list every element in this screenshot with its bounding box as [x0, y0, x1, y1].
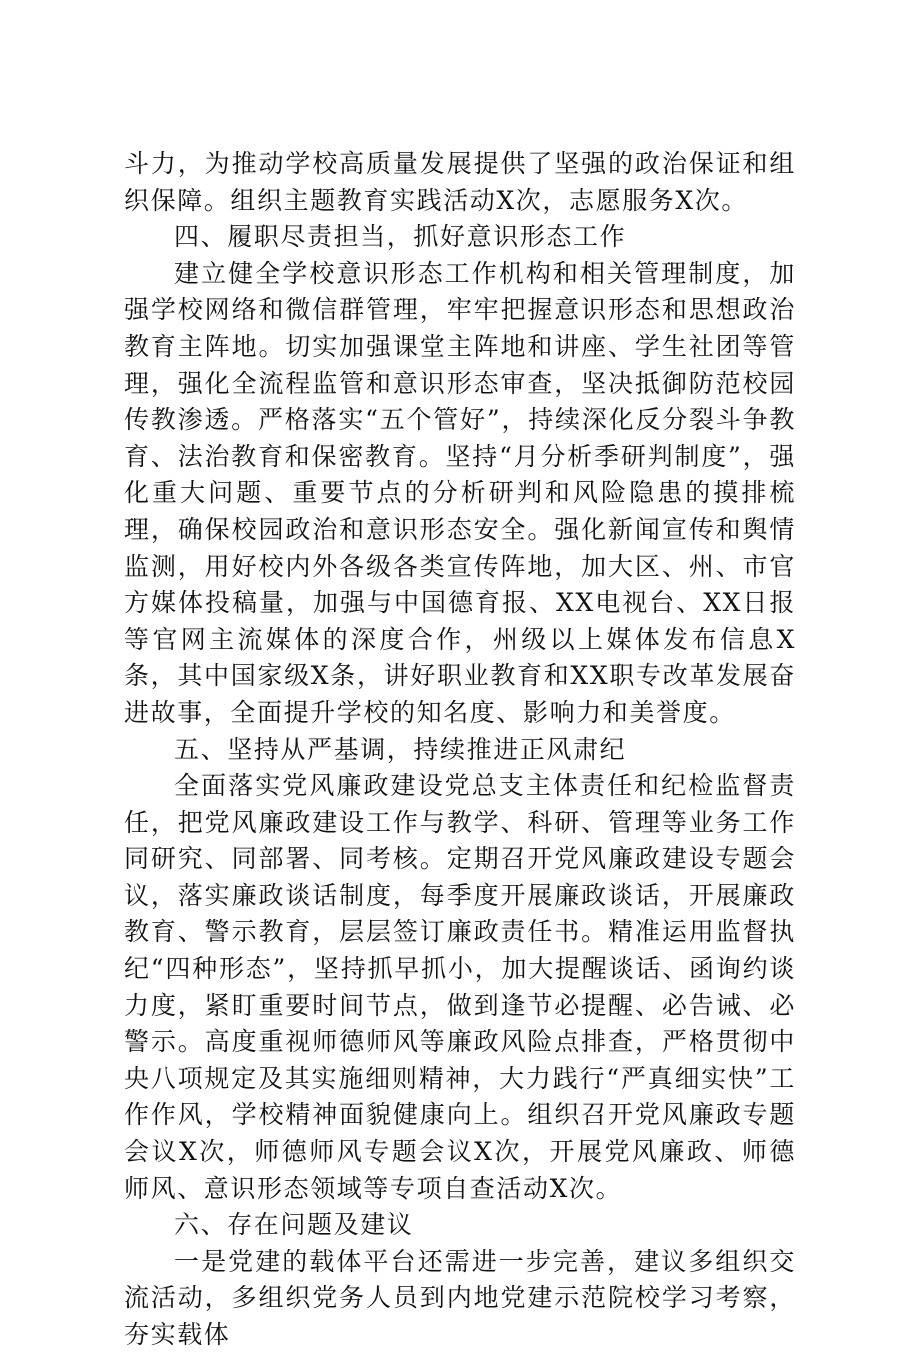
paragraph-problems: 一是党建的载体平台还需进一步完善，建议多组织交流活动，多组织党务人员到内地党建示范院校学习考察，夯实载体: [124, 1246, 796, 1349]
paragraph-discipline-work: 全面落实党风廉政建设党总支主体责任和纪检监督责任，把党风廉政建设工作与教学、科研、管理等业务工作同研究、同部署、同考核。定期召开党风廉政建设专题会议，落实廉政谈话制度，每季度开展廉政谈话，开展廉政教育、警示教育，层层签订廉政责任书。精准运用监督执纪“四种形态”，坚持抓早抓小，加大提醒谈话、函询约谈力度，紧盯重要时间节点，做到逢节必提醒、必告诫、必警示。高度重视师德师风等廉政风险点排查，严格贯彻中央八项规定及其实施细则精神，大力践行“严真细实快”工作作风，学校精神面貌健康向上。组织召开党风廉政专题会议X次，师德师风专题会议X次，开展党风廉政、师德师风、意识形态领域等专项自查活动X次。: [124, 771, 796, 1203]
section-heading-discipline: 五、坚持从严基调，持续推进正风肃纪: [174, 734, 627, 764]
document-page: [124, 146, 796, 1354]
section-heading-problems: 六、存在问题及建议: [174, 1210, 414, 1240]
section-heading-ideology: 四、履职尽责担当，抓好意识形态工作: [174, 222, 627, 252]
paragraph-ideology-work: 建立健全学校意识形态工作机构和相关管理制度，加强学校网络和微信群管理，牢牢把握意识形态和思想政治教育主阵地。切实加强课堂主阵地和讲座、学生社团等管理，强化全流程监管和意识形态审查，坚决抵御防范校园传教渗透。严格落实“五个管好”，持续深化反分裂斗争教育、法治教育和保密教育。坚持“月分析季研判制度”，强化重大问题、重要节点的分析研判和风险隐患的摸排梳理，确保校园政治和意识形态安全。强化新闻宣传和舆情监测，用好校内外各级各类宣传阵地，加大区、州、市官方媒体投稿量，加强与中国德育报、XX电视台、XX日报等官网主流媒体的深度合作，州级以上媒体发布信息X条，其中国家级X条，讲好职业教育和XX职专改革发展奋进故事，全面提升学校的知名度、影响力和美誉度。: [124, 258, 796, 727]
paragraph-party-building-conclusion: 斗力，为推动学校高质量发展提供了坚强的政治保证和组织保障。组织主题教育实践活动X次，志愿服务X次。: [124, 149, 796, 215]
